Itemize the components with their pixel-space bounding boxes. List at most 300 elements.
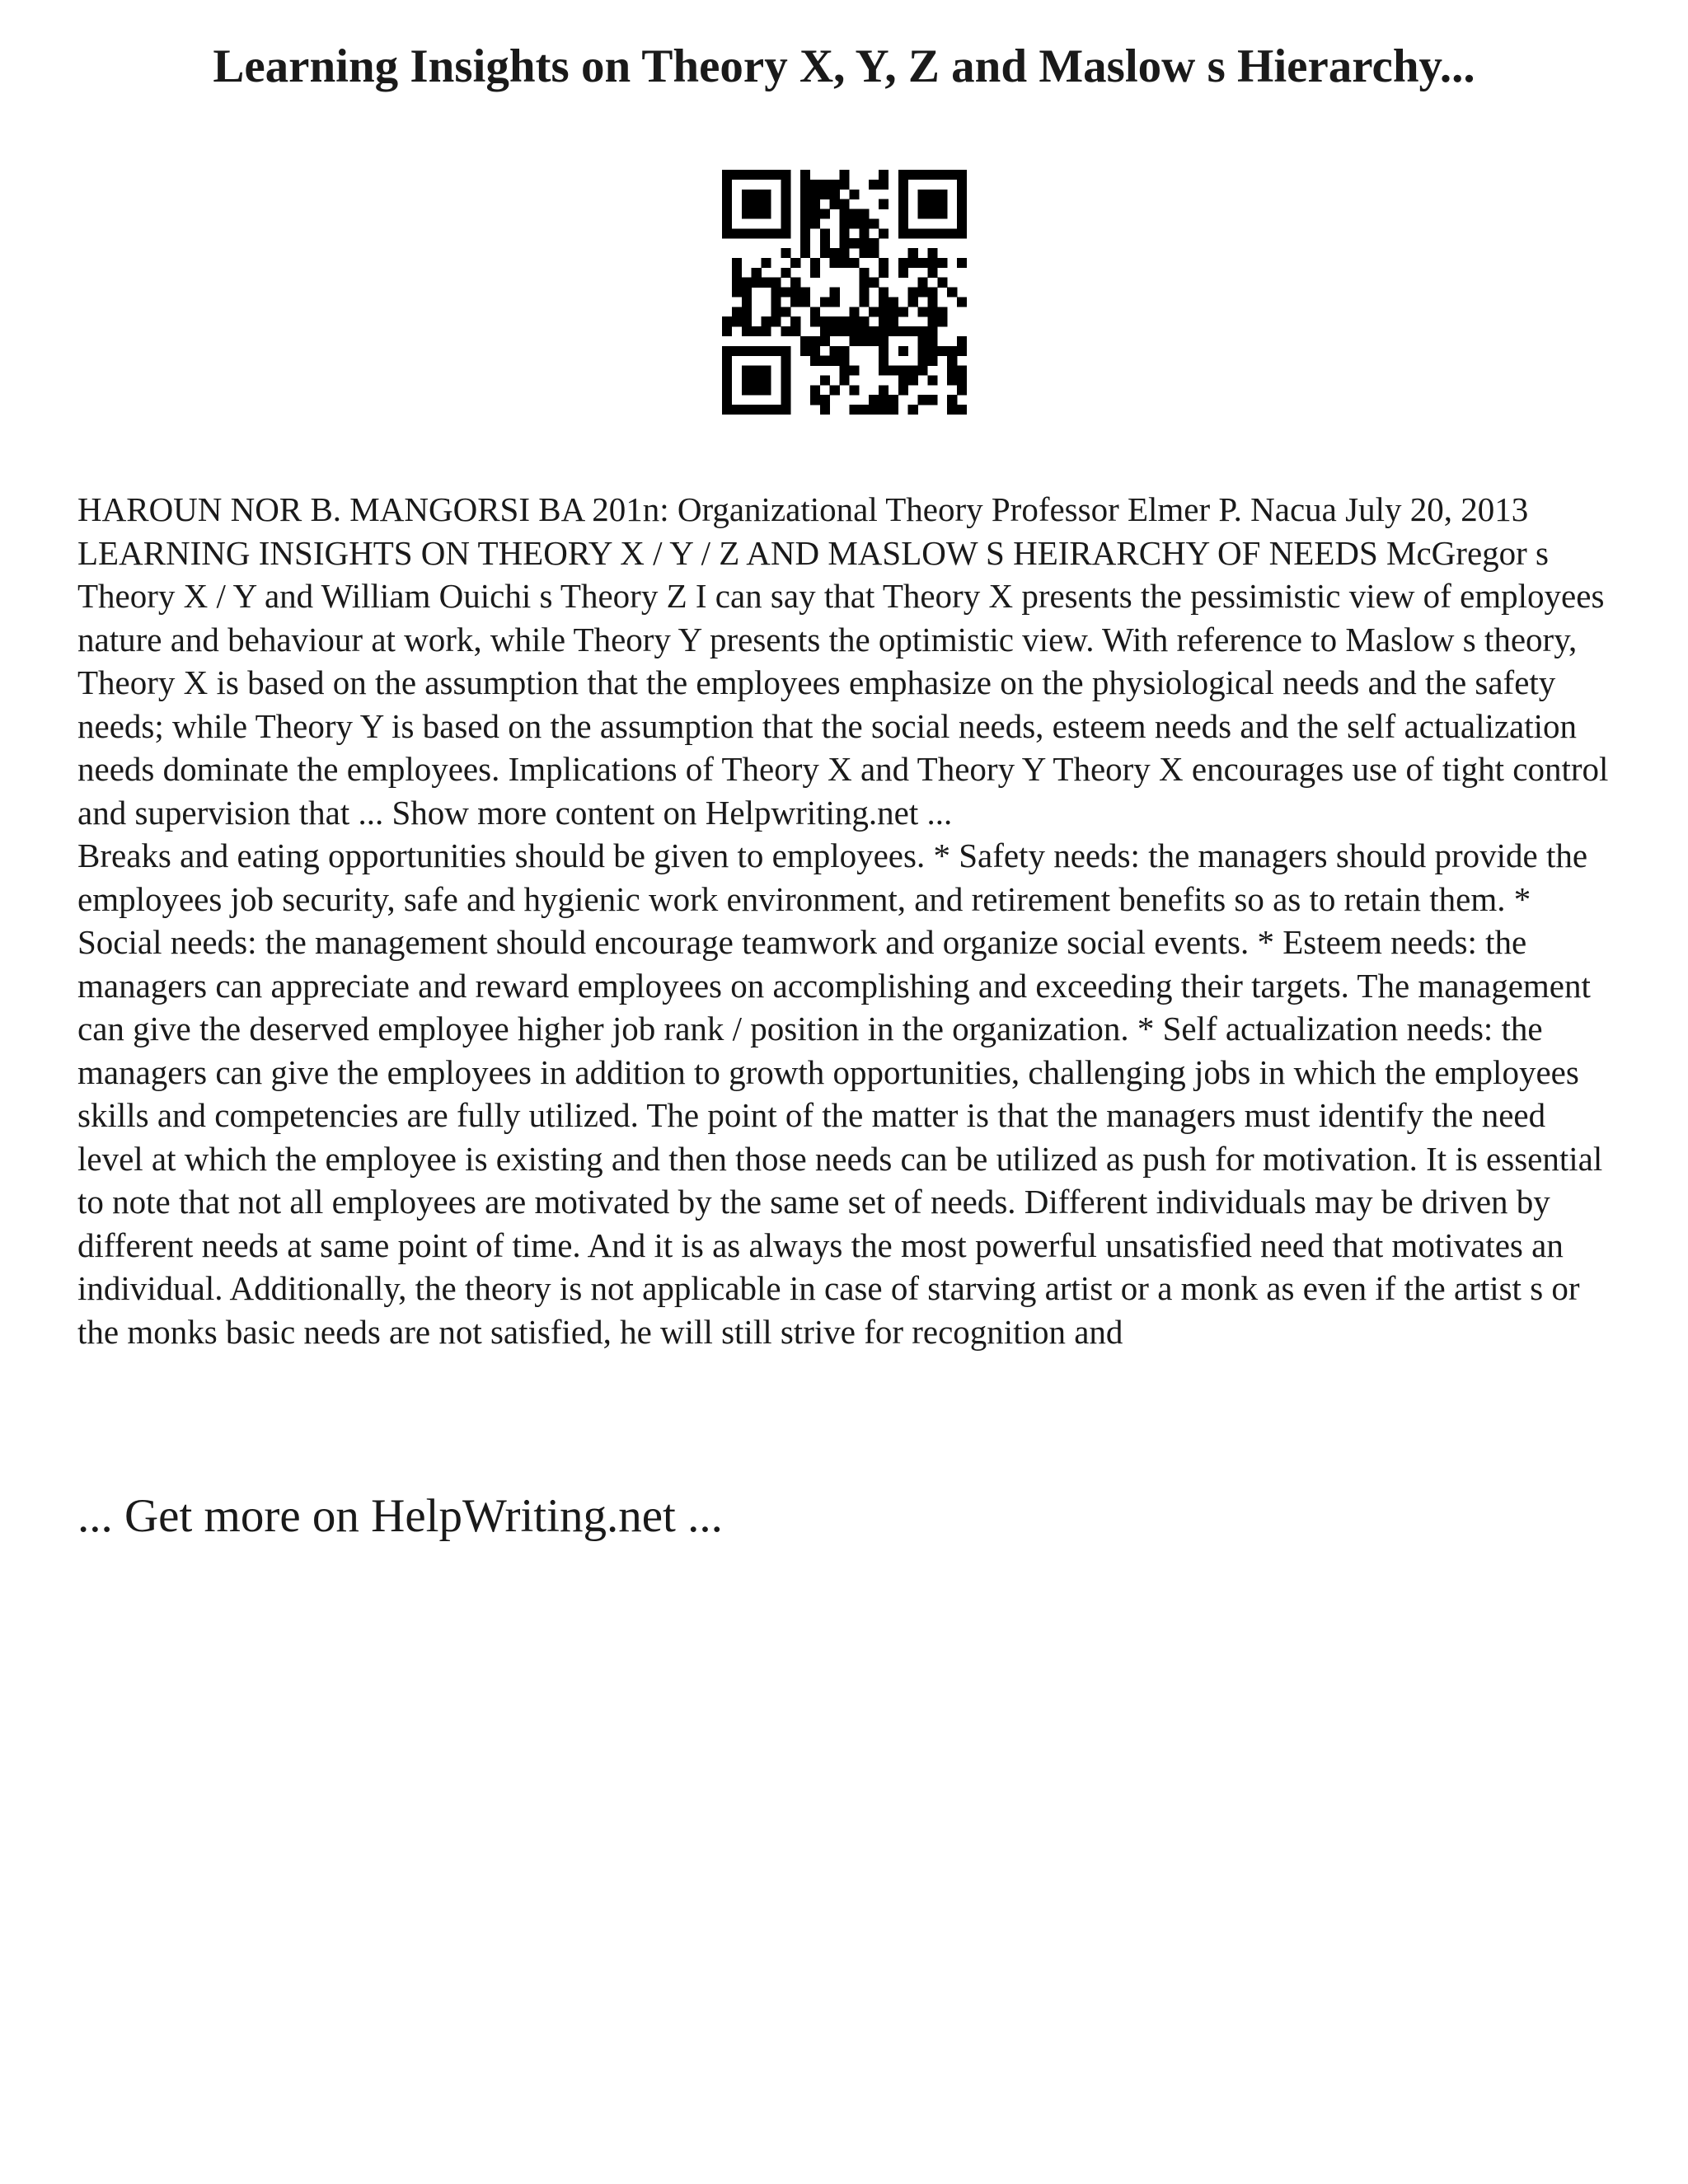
qr-module — [937, 209, 947, 219]
qr-module — [771, 405, 781, 415]
qr-module — [762, 375, 771, 385]
qr-module — [762, 366, 771, 376]
qr-module — [742, 297, 752, 307]
qr-module — [947, 346, 957, 356]
qr-module — [859, 316, 869, 326]
qr-module — [790, 316, 800, 326]
qr-module — [722, 366, 732, 376]
qr-module — [898, 258, 908, 268]
qr-module — [830, 297, 840, 307]
qr-module — [732, 170, 742, 180]
qr-code-icon — [722, 170, 967, 415]
qr-module — [927, 375, 937, 385]
qr-module — [879, 180, 889, 190]
qr-module — [722, 346, 732, 356]
qr-module — [889, 307, 898, 316]
qr-module — [889, 366, 898, 376]
qr-module — [742, 366, 752, 376]
qr-module — [722, 405, 732, 415]
qr-module — [957, 336, 967, 346]
qr-module — [908, 405, 918, 415]
qr-module — [742, 199, 752, 209]
qr-module — [762, 405, 771, 415]
qr-module — [742, 209, 752, 219]
qr-module — [859, 405, 869, 415]
qr-module — [927, 248, 937, 258]
qr-module — [927, 258, 937, 268]
qr-module — [849, 326, 859, 336]
qr-module — [762, 278, 771, 288]
qr-module — [937, 170, 947, 180]
qr-module — [840, 375, 850, 385]
qr-module — [781, 218, 790, 228]
qr-module — [957, 366, 967, 376]
qr-module — [840, 346, 850, 356]
qr-module — [918, 170, 928, 180]
qr-module — [752, 170, 762, 180]
qr-module — [879, 346, 889, 356]
qr-module — [820, 375, 830, 385]
qr-module — [820, 395, 830, 405]
qr-module — [957, 405, 967, 415]
qr-module — [742, 375, 752, 385]
qr-module — [859, 336, 869, 346]
qr-module — [918, 395, 928, 405]
qr-module — [898, 307, 908, 316]
qr-module — [918, 346, 928, 356]
qr-module — [810, 218, 820, 228]
qr-module — [800, 336, 810, 346]
qr-module — [879, 356, 889, 366]
qr-module — [722, 316, 732, 326]
qr-module — [840, 218, 850, 228]
qr-module — [898, 366, 908, 376]
qr-module — [810, 307, 820, 316]
qr-module — [849, 385, 859, 395]
qr-module — [840, 316, 850, 326]
qr-module — [879, 297, 889, 307]
qr-module — [820, 190, 830, 199]
qr-module — [927, 209, 937, 219]
qr-module — [937, 316, 947, 326]
qr-module — [849, 190, 859, 199]
qr-module — [800, 218, 810, 228]
qr-module — [849, 316, 859, 326]
qr-module — [898, 385, 908, 395]
qr-module — [742, 170, 752, 180]
qr-module — [830, 248, 840, 258]
qr-module — [957, 199, 967, 209]
qr-module — [840, 248, 850, 258]
qr-module — [810, 268, 820, 278]
qr-module — [771, 346, 781, 356]
qr-module — [908, 297, 918, 307]
qr-module — [722, 375, 732, 385]
qr-module — [869, 238, 879, 248]
qr-module — [771, 278, 781, 288]
qr-module — [927, 326, 937, 336]
qr-module — [800, 170, 810, 180]
qr-module — [820, 316, 830, 326]
qr-module — [947, 288, 957, 298]
qr-module — [781, 405, 790, 415]
qr-module — [820, 336, 830, 346]
qr-module — [947, 366, 957, 376]
qr-module — [732, 278, 742, 288]
qr-module — [927, 307, 937, 316]
qr-module — [859, 228, 869, 238]
qr-module — [898, 180, 908, 190]
qr-module — [781, 268, 790, 278]
qr-module — [879, 385, 889, 395]
qr-module — [908, 375, 918, 385]
qr-module — [849, 307, 859, 316]
qr-module — [918, 199, 928, 209]
qr-module — [898, 170, 908, 180]
qr-module — [840, 209, 850, 219]
qr-module — [742, 385, 752, 395]
qr-module — [752, 346, 762, 356]
qr-module — [908, 326, 918, 336]
qr-module — [957, 180, 967, 190]
qr-module — [927, 297, 937, 307]
qr-module — [830, 346, 840, 356]
qr-module — [927, 199, 937, 209]
qr-module — [869, 180, 879, 190]
qr-module — [869, 218, 879, 228]
qr-module — [957, 385, 967, 395]
qr-module — [781, 190, 790, 199]
qr-module — [840, 326, 850, 336]
qr-module — [937, 258, 947, 268]
qr-module — [879, 405, 889, 415]
qr-module — [898, 218, 908, 228]
qr-module — [752, 228, 762, 238]
qr-module — [898, 268, 908, 278]
qr-module — [869, 248, 879, 258]
qr-module — [830, 190, 840, 199]
qr-module — [957, 346, 967, 356]
qr-module — [957, 375, 967, 385]
qr-module — [927, 356, 937, 366]
qr-module — [830, 316, 840, 326]
qr-module — [781, 248, 790, 258]
qr-module — [918, 336, 928, 346]
qr-module — [927, 190, 937, 199]
qr-module — [840, 238, 850, 248]
qr-module — [820, 248, 830, 258]
qr-module — [898, 209, 908, 219]
qr-module — [879, 307, 889, 316]
qr-module — [790, 326, 800, 336]
qr-module — [879, 366, 889, 376]
qr-module — [957, 209, 967, 219]
qr-module — [800, 199, 810, 209]
qr-module — [947, 228, 957, 238]
qr-module — [722, 356, 732, 366]
qr-module — [957, 297, 967, 307]
qr-module — [820, 356, 830, 366]
qr-module — [771, 228, 781, 238]
qr-module — [762, 199, 771, 209]
qr-module — [840, 228, 850, 238]
qr-module — [810, 180, 820, 190]
qr-module — [898, 190, 908, 199]
qr-module — [830, 288, 840, 298]
qr-module — [898, 199, 908, 209]
qr-module — [859, 278, 869, 288]
qr-module — [722, 228, 732, 238]
qr-module — [859, 288, 869, 298]
qr-module — [810, 356, 820, 366]
qr-module — [830, 385, 840, 395]
qr-module — [859, 209, 869, 219]
qr-module — [879, 288, 889, 298]
qr-module — [800, 248, 810, 258]
qr-module — [937, 307, 947, 316]
qr-module — [781, 395, 790, 405]
qr-module — [937, 278, 947, 288]
qr-module — [918, 307, 928, 316]
qr-module — [781, 326, 790, 336]
qr-module — [889, 316, 898, 326]
qr-module — [849, 366, 859, 376]
qr-module — [732, 307, 742, 316]
qr-module — [849, 336, 859, 346]
qr-module — [947, 375, 957, 385]
qr-module — [752, 209, 762, 219]
qr-module — [927, 170, 937, 180]
qr-module — [879, 326, 889, 336]
qr-module — [840, 199, 850, 209]
qr-module — [820, 228, 830, 238]
qr-module — [781, 228, 790, 238]
qr-module — [771, 170, 781, 180]
qr-module — [879, 228, 889, 238]
qr-module — [869, 336, 879, 346]
qr-module — [722, 385, 732, 395]
qr-module — [830, 326, 840, 336]
qr-module — [722, 180, 732, 190]
qr-module — [742, 190, 752, 199]
qr-module — [927, 395, 937, 405]
qr-module — [937, 228, 947, 238]
qr-module — [849, 238, 859, 248]
qr-module — [898, 228, 908, 238]
qr-module — [732, 405, 742, 415]
qr-module — [957, 218, 967, 228]
qr-module — [752, 199, 762, 209]
qr-module — [937, 199, 947, 209]
qr-module — [732, 346, 742, 356]
qr-module — [800, 238, 810, 248]
qr-module — [849, 218, 859, 228]
qr-module — [732, 268, 742, 278]
qr-module — [762, 228, 771, 238]
qr-module — [752, 190, 762, 199]
qr-module — [800, 288, 810, 298]
qr-module — [810, 199, 820, 209]
qr-module — [889, 405, 898, 415]
qr-module — [722, 190, 732, 199]
qr-module — [762, 190, 771, 199]
qr-module — [840, 180, 850, 190]
qr-module — [908, 288, 918, 298]
qr-module — [752, 405, 762, 415]
qr-module — [947, 395, 957, 405]
qr-module — [762, 346, 771, 356]
qr-module — [800, 209, 810, 219]
qr-module — [810, 258, 820, 268]
qr-module — [889, 297, 898, 307]
body-paragraph-2: Breaks and eating opportunities should be given to employees. * Safety needs: the managers should provide the employees job security, safe and hygienic work environment, and retirement benefits so as to retain them. * Social needs: the management should encourage teamwork and organize social events. * Esteem needs: the managers can appreciate and reward employees on accomplishing and exceeding their targets. The management can give the deserved employee higher job rank / position in the organization. * Self actualization needs: the managers can give the employees in addition to growth opportunities, challenging jobs in which the employees skills and competencies are fully utilized. The point of the matter is that the managers must identify the need level at which the employee is existing and then those needs can be utilized as push for motivation. It is essential to note that not all employees are motivated by the same set of needs. Different individuals may be driven by different needs at same point of time. And it is as always the most powerful unsatisfied need that motivates an individual. Additionally, the theory is not applicable in case of starving artist or a monk as even if the artist s or the monks basic needs are not satisfied, he will still strive for recognition and — [77, 837, 1603, 1351]
qr-module — [820, 238, 830, 248]
qr-module — [722, 170, 732, 180]
qr-module — [781, 209, 790, 219]
qr-module — [781, 199, 790, 209]
qr-module — [908, 258, 918, 268]
qr-module — [810, 395, 820, 405]
qr-module — [790, 278, 800, 288]
qr-module — [879, 316, 889, 326]
qr-module — [762, 209, 771, 219]
qr-module — [840, 366, 850, 376]
qr-module — [927, 316, 937, 326]
qr-module — [869, 405, 879, 415]
qr-module — [947, 405, 957, 415]
qr-module — [869, 307, 879, 316]
qr-module — [752, 326, 762, 336]
qr-module — [957, 170, 967, 180]
qr-module — [762, 170, 771, 180]
qr-module — [742, 316, 752, 326]
qr-module — [732, 258, 742, 268]
qr-module — [800, 190, 810, 199]
qr-module — [840, 170, 850, 180]
qr-module — [918, 278, 928, 288]
qr-module — [810, 209, 820, 219]
qr-module — [820, 297, 830, 307]
qr-module — [898, 375, 908, 385]
qr-module — [840, 356, 850, 366]
qr-module — [927, 346, 937, 356]
qr-module — [722, 209, 732, 219]
qr-module — [810, 316, 820, 326]
qr-module — [762, 385, 771, 395]
qr-module — [849, 405, 859, 415]
qr-module — [742, 228, 752, 238]
qr-module — [849, 209, 859, 219]
qr-module — [859, 326, 869, 336]
qr-module — [771, 297, 781, 307]
qr-module — [830, 258, 840, 268]
qr-module — [820, 180, 830, 190]
qr-module — [947, 356, 957, 366]
qr-module — [869, 395, 879, 405]
qr-module — [908, 170, 918, 180]
qr-module — [810, 190, 820, 199]
qr-module — [722, 218, 732, 228]
qr-module — [732, 288, 742, 298]
qr-module — [771, 288, 781, 298]
qr-module — [830, 180, 840, 190]
qr-module — [889, 326, 898, 336]
qr-module — [918, 288, 928, 298]
qr-module — [781, 366, 790, 376]
qr-module — [859, 248, 869, 258]
qr-module — [918, 228, 928, 238]
qr-module — [752, 375, 762, 385]
document-body — [77, 488, 1619, 1353]
qr-module — [742, 405, 752, 415]
qr-module — [879, 336, 889, 346]
qr-module — [957, 190, 967, 199]
qr-module — [927, 336, 937, 346]
qr-module — [879, 258, 889, 268]
qr-module — [918, 190, 928, 199]
qr-module — [918, 356, 928, 366]
qr-module — [908, 248, 918, 258]
qr-module — [781, 375, 790, 385]
qr-module — [781, 356, 790, 366]
qr-module — [908, 366, 918, 376]
qr-module — [722, 326, 732, 336]
qr-module — [820, 405, 830, 415]
qr-module — [859, 297, 869, 307]
qr-module — [849, 258, 859, 268]
qr-module — [762, 316, 771, 326]
qr-module — [957, 228, 967, 238]
qr-module — [722, 395, 732, 405]
qr-module — [742, 307, 752, 316]
qr-module — [927, 268, 937, 278]
qr-module — [781, 346, 790, 356]
qr-module — [810, 385, 820, 395]
qr-module — [859, 218, 869, 228]
get-more-link[interactable]: ... Get more on HelpWriting.net ... — [77, 1490, 723, 1542]
qr-module — [869, 326, 879, 336]
qr-module — [790, 297, 800, 307]
qr-module — [810, 336, 820, 346]
qr-module — [800, 346, 810, 356]
qr-module — [800, 297, 810, 307]
qr-module — [810, 346, 820, 356]
qr-module — [742, 288, 752, 298]
qr-module — [879, 268, 889, 278]
qr-module — [762, 326, 771, 336]
qr-module — [918, 326, 928, 336]
qr-module — [889, 395, 898, 405]
qr-module — [781, 180, 790, 190]
qr-module — [859, 238, 869, 248]
qr-module — [742, 278, 752, 288]
qr-module — [869, 278, 879, 288]
qr-module — [762, 258, 771, 268]
qr-module — [879, 199, 889, 209]
qr-module — [898, 326, 908, 336]
qr-module — [781, 385, 790, 395]
qr-module — [908, 228, 918, 238]
qr-module — [879, 395, 889, 405]
qr-module — [918, 258, 928, 268]
qr-module — [781, 307, 790, 316]
qr-module — [937, 346, 947, 356]
qr-module — [840, 258, 850, 268]
qr-module — [820, 326, 830, 336]
qr-module — [781, 170, 790, 180]
qr-module — [927, 228, 937, 238]
body-paragraph-1: HAROUN NOR B. MANGORSI BA 201n: Organizational Theory Professor Elmer P. Nacua July 20, 2013 LEARNING INSIGHTS ON THEORY X / Y / Z AND MASLOW S HEIRARCHY OF NEEDS McGregor s Theory X / Y and William Ouichi s Theory Z I can say that Theory X presents the pessimistic view of employees nature and behaviour at work, while Theory Y presents the optimistic view. With reference to Maslow s theory, Theory X is based on the assumption that the employees emphasize on the physiological needs and the safety needs; while Theory Y is based on the assumption that the social needs, esteem needs and the self actualization needs dominate the employees. Implications of Theory X and Theory Y Theory X encourages use of tight control and supervision that ... Show more content on Helpwriting.net ... — [77, 490, 1609, 832]
